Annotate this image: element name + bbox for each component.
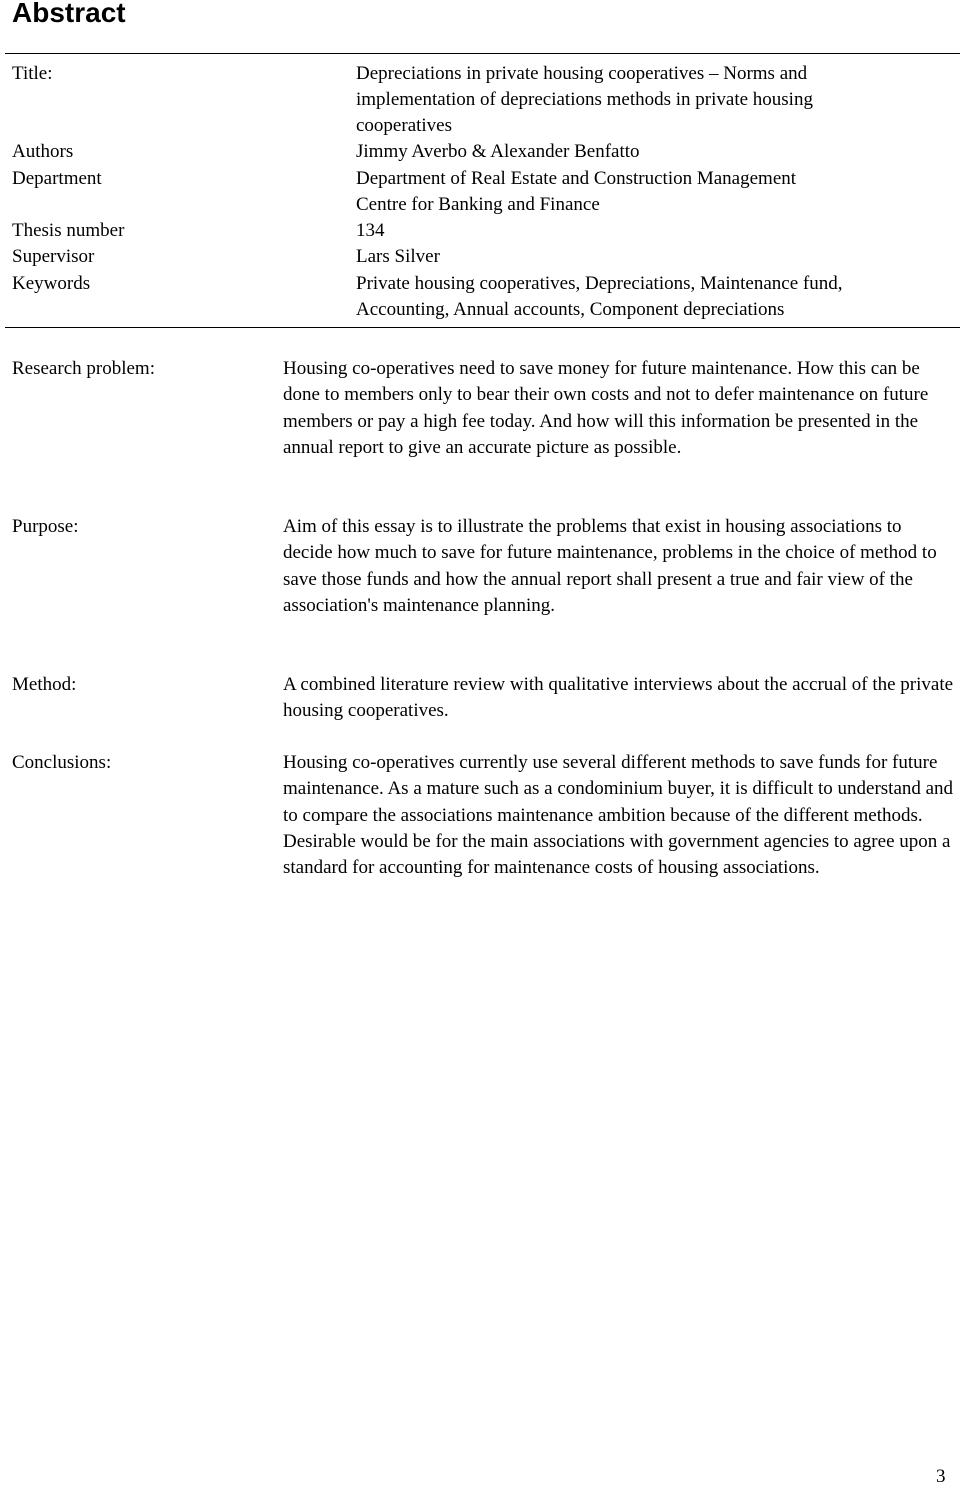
page-number: 3 [936,1466,946,1487]
department-label: Department [12,168,102,189]
bottom-rule [5,327,960,328]
title-line-3: cooperatives [356,115,453,136]
abstract-heading: Abstract [12,0,126,28]
purpose-text: Aim of this essay is to illustrate the problems that exist in housing associations to decide how much to save for future maintenance, problems in the choice of method to save those funds and how the annual report shall present a true and fair view of the association's maintenance planning. [283,516,937,616]
thesis-number-label: Thesis number [12,220,125,241]
top-rule [5,53,960,54]
authors-label: Authors [12,141,74,162]
thesis-number-value: 134 [356,220,385,241]
department-line-1: Department of Real Estate and Construction Management [356,168,797,189]
department-line-2: Centre for Banking and Finance [356,194,600,215]
purpose-label: Purpose: [12,516,79,537]
title-line-2: implementation of depreciations methods in private housing [356,89,813,110]
method-text: A combined literature review with qualitative interviews about the accrual of the private housing cooperatives. [283,674,954,722]
title-label: Title: [12,63,53,84]
supervisor-value: Lars Silver [356,246,440,267]
conclusions-text: Housing co-operatives currently use several different methods to save funds for future maintenance. As a mature such as a condominium buyer, it is difficult to understand and to compare the associations maintenance ambition because of the different methods. Desirable would be for the main associations with government agencies to agree upon a standard for accounting for maintenance costs of housing associations. [283,752,954,879]
research-problem-label: Research problem: [12,358,155,379]
research-problem-text: Housing co-operatives need to save money for future maintenance. How this can be done to members only to bear their own costs and not to defer maintenance on future members or pay a high fee today. And how will this information be presented in the annual report to give an accurate picture as possible. [283,358,929,458]
authors-value: Jimmy Averbo & Alexander Benfatto [356,141,640,162]
method-label: Method: [12,674,77,695]
keywords-line-2: Accounting, Annual accounts, Component depreciations [356,299,785,320]
conclusions-label: Conclusions: [12,752,112,773]
keywords-label: Keywords [12,273,91,294]
title-line-1: Depreciations in private housing cooperatives – Norms and [356,63,808,84]
supervisor-label: Supervisor [12,246,95,267]
keywords-line-1: Private housing cooperatives, Depreciations, Maintenance fund, [356,273,843,294]
